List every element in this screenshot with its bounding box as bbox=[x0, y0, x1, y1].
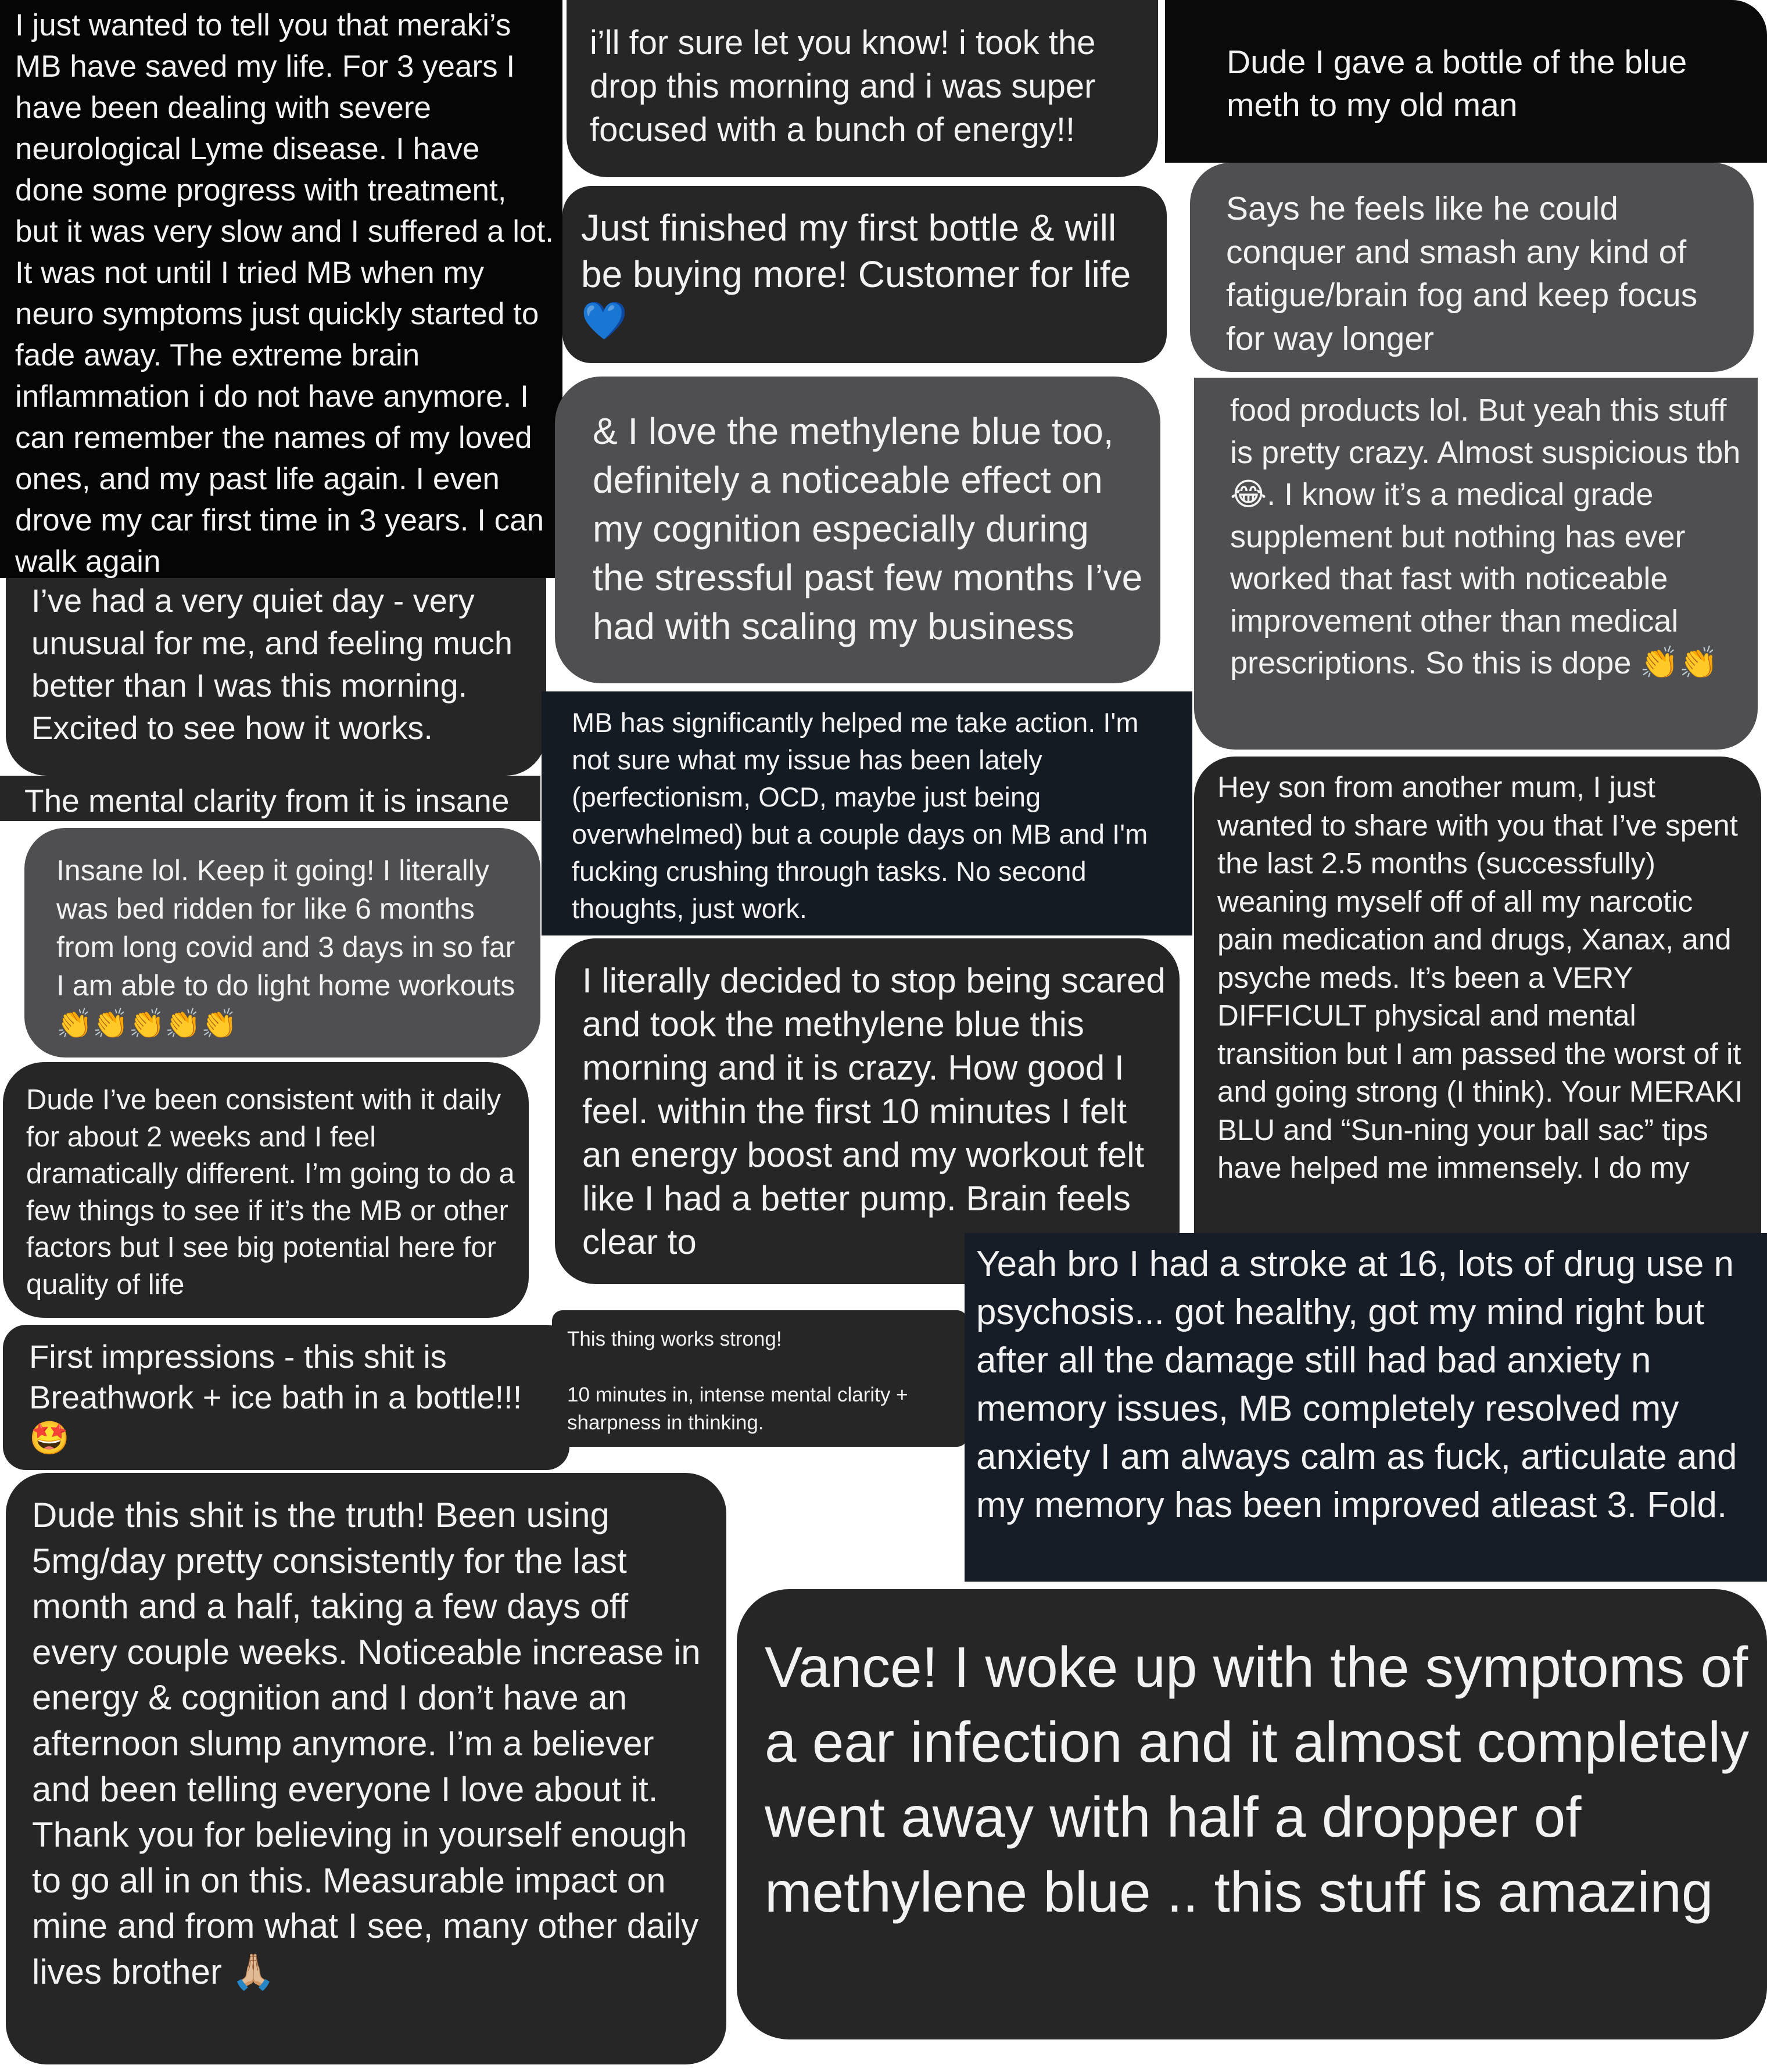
message-bubble: Insane lol. Keep it going! I literally was bed ridden for like 6 months from long covid and 3 days in so far I am able to do light home workouts 👏👏👏👏👏 bbox=[24, 828, 540, 1057]
message-bubble: Just finished my first bottle & will be buying more! Customer for life 💙 bbox=[562, 186, 1167, 363]
message-bubble: Dude I gave a bottle of the blue meth to my old man bbox=[1165, 0, 1767, 163]
message-bubble: MB has significantly helped me take action. I'm not sure what my issue has been lately (perfectionism, OCD, maybe just being overwhelmed) but a couple days on MB and I'm fucking crushing through tasks. No second thoughts, just work. bbox=[542, 691, 1192, 935]
message-bubble: Dude I’ve been consistent with it daily for about 2 weeks and I feel dramatically different. I’m going to do a few things to see if it’s the MB or other factors but I see big potential here for quality of life bbox=[3, 1062, 529, 1318]
message-bubble: I’ve had a very quiet day - very unusual for me, and feeling much better than I was this morning. Excited to see how it works. bbox=[6, 578, 546, 776]
message-bubble: food products lol. But yeah this stuff is pretty crazy. Almost suspicious tbh 😂. I know it’s a medical grade supplement but nothing has ever worked that fast with noticeable improvement other than medical prescriptions. So this is dope 👏👏 bbox=[1194, 378, 1758, 750]
message-bubble: Says he feels like he could conquer and smash any kind of fatigue/brain fog and keep focus for way longer bbox=[1190, 163, 1754, 372]
message-bubble: I literally decided to stop being scared and took the methylene blue this morning and it is crazy. How good I feel. within the first 10 minutes I felt an energy boost and my workout felt like I had a better pump. Brain feels clear to bbox=[555, 938, 1180, 1284]
message-bubble: i’ll for sure let you know! i took the drop this morning and i was super focused with a bunch of energy!! bbox=[567, 0, 1158, 177]
message-bubble: Yeah bro I had a stroke at 16, lots of drug use n psychosis... got healthy, got my mind right but after all the damage still had bad anxiety n memory issues, MB completely resolved my anxiety I am always calm as fuck, articulate and my memory has been improved atleast 3. Fold. bbox=[965, 1233, 1767, 1582]
message-bubble: Hey son from another mum, I just wanted to share with you that I’ve spent the last 2.5 months (successfully) weaning myself off of all my narcotic pain medication and drugs, Xanax, and psyche meds. It’s been a VERY DIFFICULT physical and mental transition but I am passed the worst of it and going strong (I think). Your MERAKI BLU and “Sun-ning your ball sac” tips have helped me immensely. I do my bbox=[1194, 757, 1761, 1233]
message-bubble: & I love the methylene blue too, definitely a noticeable effect on my cognition especially during the stressful past few months I’ve had with scaling my business bbox=[555, 377, 1160, 683]
message-bubble: Dude this shit is the truth! Been using 5mg/day pretty consistently for the last month and a half, taking a few days off every couple weeks. Noticeable increase in energy & cognition and I don’t have an afternoon slump anymore. I’m a believer and been telling everyone I love about it. Thank you for believing in yourself enough to go all in on this. Measurable impact on mine and from what I see, many other daily lives brother 🙏🏼 bbox=[6, 1473, 726, 2064]
message-bubble: Vance! I woke up with the symptoms of a ear infection and it almost completely went away with half a dropper of methylene blue .. this stuff is amazing bbox=[737, 1589, 1767, 2039]
message-bubble: I just wanted to tell you that meraki’s MB have saved my life. For 3 years I have been dealing with severe neurological Lyme disease. I have done some progress with treatment, but it was very slow and I suffered a lot. It was not until I tried MB when my neuro symptoms just quickly started to fade away. The extreme brain inflammation i do not have anymore. I can remember the names of my loved ones, and my past life again. I even drove my car first time in 3 years. I can walk again bbox=[0, 0, 562, 578]
message-bubble: This thing works strong! 10 minutes in, intense mental clarity + sharpness in thinking. bbox=[552, 1310, 967, 1447]
message-bubble: First impressions - this shit is Breathwork + ice bath in a bottle!!! 🤩 bbox=[3, 1325, 569, 1470]
message-bubble: The mental clarity from it is insane bbox=[0, 776, 540, 821]
